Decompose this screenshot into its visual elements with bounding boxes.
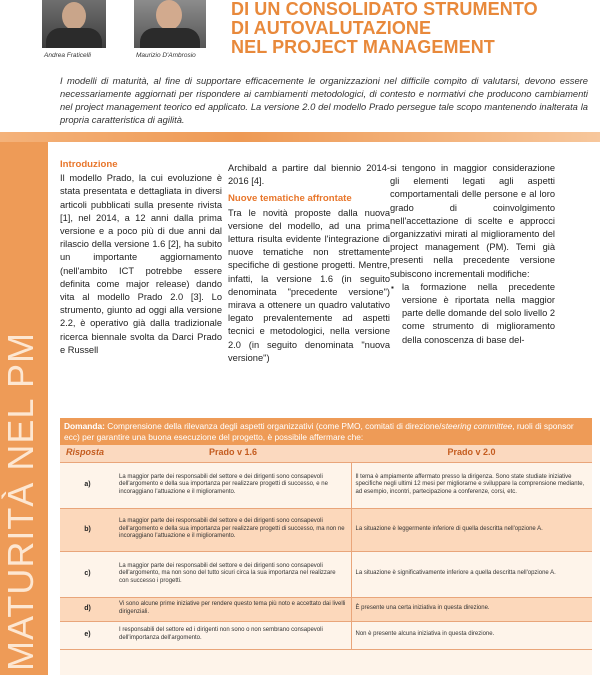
question-text: Comprensione della rilevanza degli aspetti organizzativi (come PMO, comitati di direzione/ — [107, 421, 442, 431]
abstract-text: I modelli di maturità, al fine di supportare efficacemente le organizzazioni nel difficile compito di valutarsi, devono essere necessariamente aggiornati per rispondere ai cambiamenti metodologici, di contesto e normativi che producono cambiamenti nel project management teorico ed applicato. La versione 2.0 del modello Prado persegue tale scopo mantenendo inalterata la propria caratteristica di agilità. — [60, 75, 588, 125]
author-photo-fraticelli — [42, 0, 106, 48]
title-line-2: DI AUTOVALUTAZIONE — [231, 18, 432, 38]
table-row — [60, 621, 592, 649]
table-row — [60, 508, 592, 551]
comparison-table — [60, 445, 592, 650]
col3-paragraph: si tengono in maggior considerazione gli elementi legati agli aspetti comportamentali delle persone e al loro grado di coinvolgimento nell'accettazione di scelte e approcci organizzativi mirati al miglioramento del project management (PM). Temi già presenti nella precedente versione subiscono incrementali modifiche: — [390, 163, 555, 279]
title-line-1: DI UN CONSOLIDATO STRUMENTO — [231, 0, 538, 19]
section-sidebar — [0, 142, 48, 675]
header-v20: Prado v 2.0 — [351, 445, 592, 462]
sidebar-label: MATURITÀ NEL PM — [0, 331, 41, 671]
answer-v16: I responsabili del settore ed i dirigenti non sono o non sembrano consapevoli dell'importanza dell'argomento. — [115, 621, 351, 649]
answer-v20: La situazione è significativamente inferiore a quella descritta nell'opzione A. — [351, 551, 592, 597]
header-v16: Prado v 1.6 — [115, 445, 351, 462]
text-column-1 — [60, 158, 222, 357]
author-caption-1: Andrea Fraticelli — [44, 52, 91, 59]
text-column-3 — [390, 162, 555, 347]
col1-paragraph: Il modello Prado, la cui evoluzione è stata presentata e dettagliata in diversi articoli pubblicati sulla presente rivista [1], nel 2014, a 12 anni dalla prima versione e a poco più di due anni dal rilascio della versione 1.6 [2], ha subito un importante aggiornamento (nell'ambito ICT potrebbe essere definita come major release) dando vita al modello Prado 2.0 [3]. Lo strumento, giunto ad oggi alla versione 2.2, è operativo già dalla tradizionale ricerca biennale svolta da Darci Prado e Russell — [60, 173, 222, 355]
table-row — [60, 462, 592, 508]
answer-v20: È presente una certa iniziativa in questa direzione. — [351, 597, 592, 621]
table-row — [60, 551, 592, 597]
answer-v20: Il tema è ampiamente affermato presso la dirigenza. Sono state studiate iniziative specifiche negli ultimi 12 mesi per migliorarne e sviluppare la comprensione mediante, ad esempio, incontri, partecipazione a conferenze, corsi, etc. — [351, 462, 592, 508]
col3-bullet-item: ▪ la formazione nella precedente versione è riportata nella maggior parte delle domande del solo livello 2 come strumento di miglioramento della conoscenza di base del- — [390, 281, 555, 347]
answer-letter: b) — [60, 508, 115, 551]
answer-v16: La maggior parte dei responsabili del settore e dei dirigenti sono consapevoli dell'argomento e della sua importanza per realizzare progetti di successo, ma non ne incoraggiano l'attuazione e il miglioramento. — [115, 508, 351, 551]
author-photo-dambrosio — [134, 0, 206, 48]
table-row — [60, 597, 592, 621]
question-box — [60, 418, 592, 675]
text-column-2 — [228, 162, 390, 365]
question-italic: steering committee — [441, 421, 513, 431]
answer-letter: c) — [60, 551, 115, 597]
heading-introduzione: Introduzione — [60, 159, 118, 170]
article-title — [231, 0, 591, 57]
answer-letter: d) — [60, 597, 115, 621]
answer-v16: La maggior parte dei responsabili del settore e dei dirigenti sono consapevoli dell'argomento e della sua importanza per realizzare progetti di successo, e ne incoraggiano l'attuazione e il miglioramento. — [115, 462, 351, 508]
col3-bullet-list — [390, 281, 555, 347]
table-header-row — [60, 445, 592, 462]
col2-paragraph: Tra le novità proposte dalla nuova versione del modello, ad una prima lettura risulta evidente l'integrazione di nuove tematiche non strettamente specifiche di gestione progetti. Mentre, infatti, la versione 1.6 (in seguito denominata "precedente versione") mirava a ottenere un quadro valutativo legato prevalentemente ad aspetti tecnici e metodologici, nella versione 2.0 (in seguito denominata "nuova versione") — [228, 207, 390, 363]
article-abstract — [60, 74, 588, 126]
title-line-3: NEL PROJECT MANAGEMENT — [231, 37, 495, 57]
answer-letter: a) — [60, 462, 115, 508]
col2-top-paragraph: Archibald a partire dal biennio 2014-2016 [4]. — [228, 163, 390, 187]
answer-v16: Vi sono alcune prime iniziative per rendere questo tema più noto e accettato dai livelli dirigenziali. — [115, 597, 351, 621]
answer-v20: Non è presente alcuna iniziativa in questa direzione. — [351, 621, 592, 649]
question-text-end: , ruoli di sponsor ecc) per garantire una buona esecuzione del progetto, è possibile affermare che: — [64, 421, 574, 442]
heading-nuove-tematiche: Nuove tematiche affrontate — [228, 193, 352, 205]
question-header — [60, 418, 592, 445]
author-caption-2: Maurizio D'Ambrosio — [136, 52, 196, 59]
answer-letter: e) — [60, 621, 115, 649]
answer-v20: La situazione è leggermente inferiore di quella descritta nell'opzione A. — [351, 508, 592, 551]
question-label: Domanda: — [64, 421, 105, 431]
orange-separator — [0, 132, 600, 142]
answer-v16: La maggior parte dei responsabili del settore e dei dirigenti sono consapevoli dell'argomento, ma non sono del tutto sicuri circa la sua importanza nel realizzare con successo i progetti. — [115, 551, 351, 597]
header-risposta: Risposta — [60, 445, 115, 462]
